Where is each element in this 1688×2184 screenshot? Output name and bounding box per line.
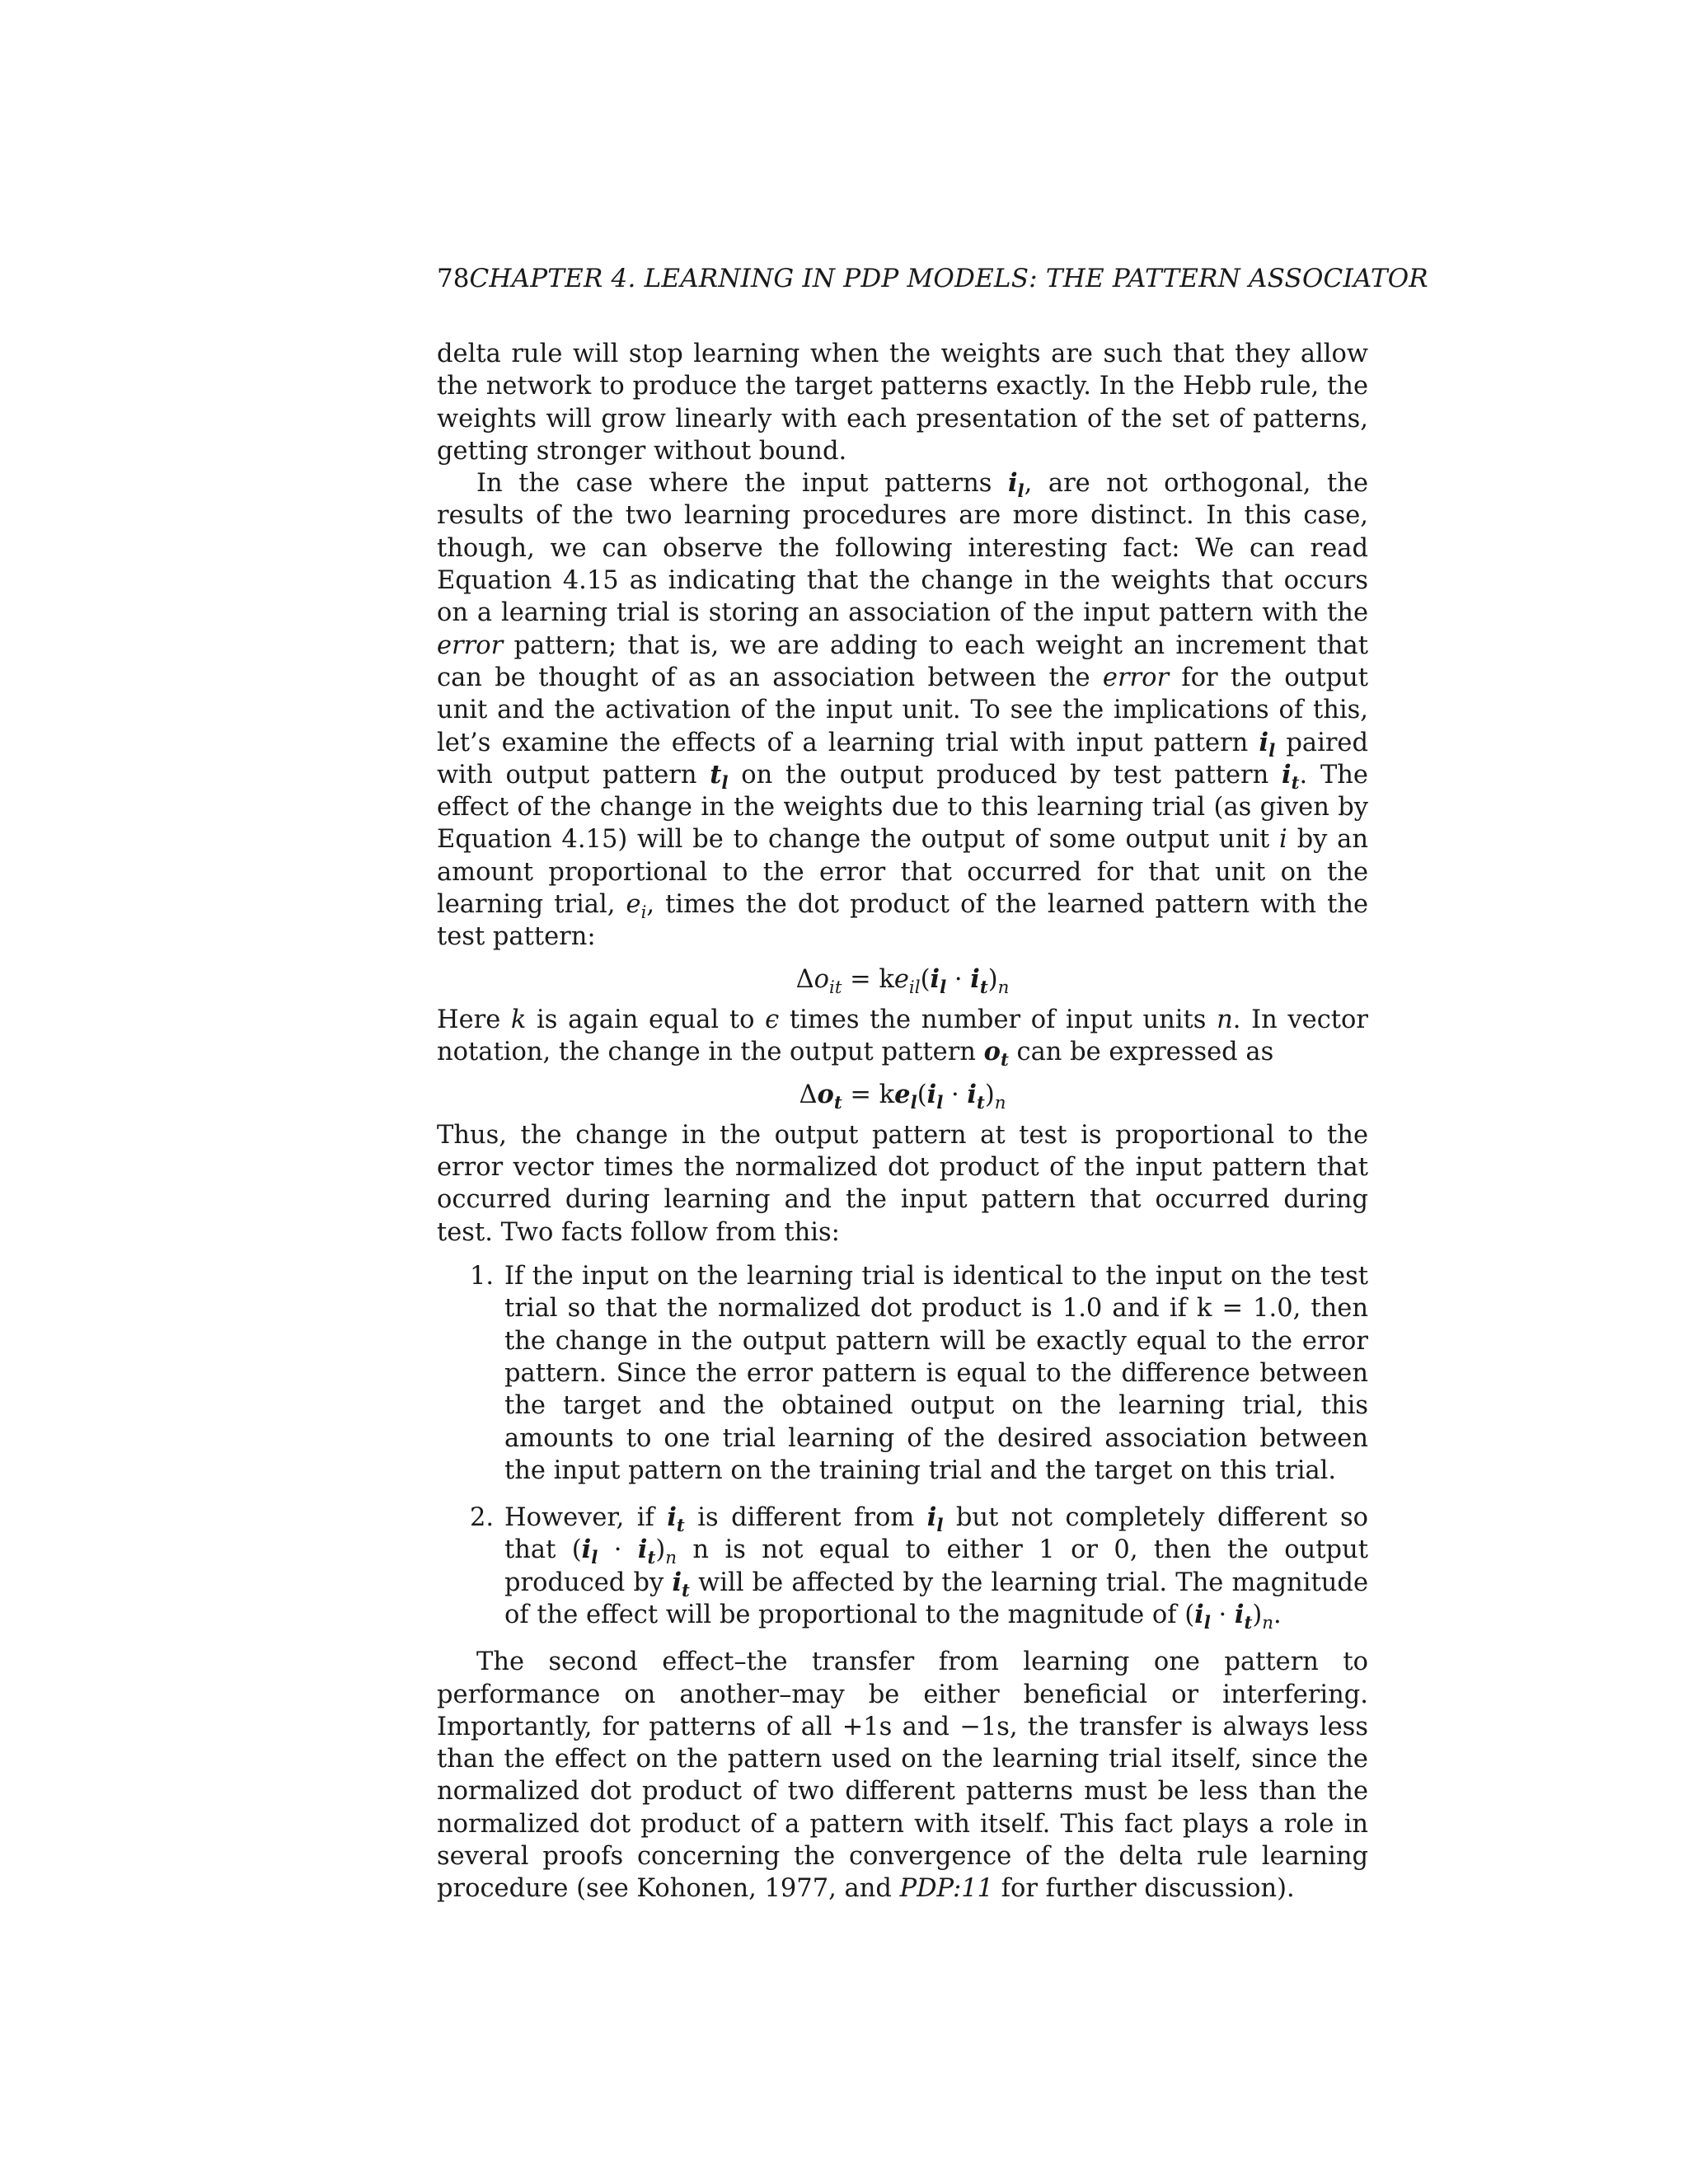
vector-o-t: $o_t$ <box>983 1037 1009 1071</box>
paragraph-1: delta rule will stop learning when the weights are such that they allow the network to produce the target patterns exactly. In the Hebb rule, the weights will grow linearly with each presentation of the set of patterns, getting stronger without bound. <box>437 340 1368 466</box>
body-text <box>437 338 1368 1905</box>
list-item: 2. However, if $i_t$ is different from $i_l$ but not completely different so that $(i_l \cdot i_t)_n$ n is not equal to either 1 or 0, then the output produced by $i_t$ will be affected by the learning trial. The magnitude of the effect will be proportional to the magnitude of $(i_l \cdot i_t)_n$. <box>470 1502 1368 1634</box>
vector-i-t: $i_t$ <box>1282 759 1300 794</box>
facts-list <box>437 1260 1368 1634</box>
paragraph-2: In the case where the input patterns $i_l$, are not orthogonal, the results of the two learning procedures are more distinct. In this case, though, we can observe the following interesting fact: We can read Equation 4.15 as indicating that the change in the weights that occurs on a learning trial is storing an association of the input pattern with the error pattern; that is, we are adding to each weight an increment that can be thought of as an association between the error for the output unit and the activation of the input unit. To see the implications of this, let’s examine the effects of a learning trial with input pattern $i_l$ paired with output pattern $t_l$ on the output produced by test pattern $i_t$. The effect of the change in the weights due to this learning trial (as given by Equation 4.15) will be to change the output of some output unit i by an amount proportional to the error that occurred for that unit on the learning trial, $e_i$, times the dot product of the learned pattern with the test pattern: <box>437 468 1369 952</box>
chapter-title: CHAPTER 4. LEARNING IN PDP MODELS: THE PATTERN ASSOCIATOR <box>469 264 1428 293</box>
page-number: 78 <box>437 264 470 293</box>
vector-t-l: $t_l$ <box>710 759 729 794</box>
citation-pdp11: PDP:11 <box>899 1874 994 1904</box>
page-header <box>437 262 1428 295</box>
paragraph-5: The second effect–the transfer from learning one pattern to performance on another–may be either beneficial or interfering. Importantly, for patterns of all +1s and −1s, the transfer is always less than the effect on the pattern used on the learning trial itself, since the normalized dot product of two different patterns must be less than the normalized dot product of a pattern with itself. This fact plays a role in several proofs concerning the convergence of the delta rule learning procedure (see Kohonen, 1977, and PDP:11 for further discussion). <box>437 1647 1368 1904</box>
equation-delta-o-it: $\Delta o_{it} = ke_{il}(i_l \cdot i_t)_n$ <box>795 963 1010 998</box>
equation-delta-o-t: $\Delta o_t = ke_l(i_l \cdot i_t)_n$ <box>799 1079 1006 1113</box>
vector-i-l: $i_l$ <box>1007 468 1025 503</box>
paragraph-3: Here k is again equal to ϵ times the number of input units n. In vector notation, the change in the output pattern $o_t$ can be expressed as <box>437 1005 1368 1071</box>
list-item: 1. If the input on the learning trial is identical to the input on the test trial so that the normalized dot product is 1.0 and if k = 1.0, then the change in the output pattern will be exactly equal to the error pattern. Since the error pattern is equal to the difference between the target and the obtained output on the learning trial, this amounts to one trial learning of the desired association between the input pattern on the training trial and the target on this trial. <box>470 1262 1368 1485</box>
error-e-i: $e_i$ <box>626 890 647 924</box>
emphasis-error: error <box>1102 663 1170 692</box>
vector-i-l: $i_l$ <box>1259 727 1276 762</box>
paragraph-4: Thus, the change in the output pattern at test is proportional to the error vector times the normalized dot product of the input pattern that occurred during learning and the input pattern that occurred during test. Two facts follow from this: <box>437 1120 1368 1247</box>
emphasis-error: error <box>437 630 504 660</box>
